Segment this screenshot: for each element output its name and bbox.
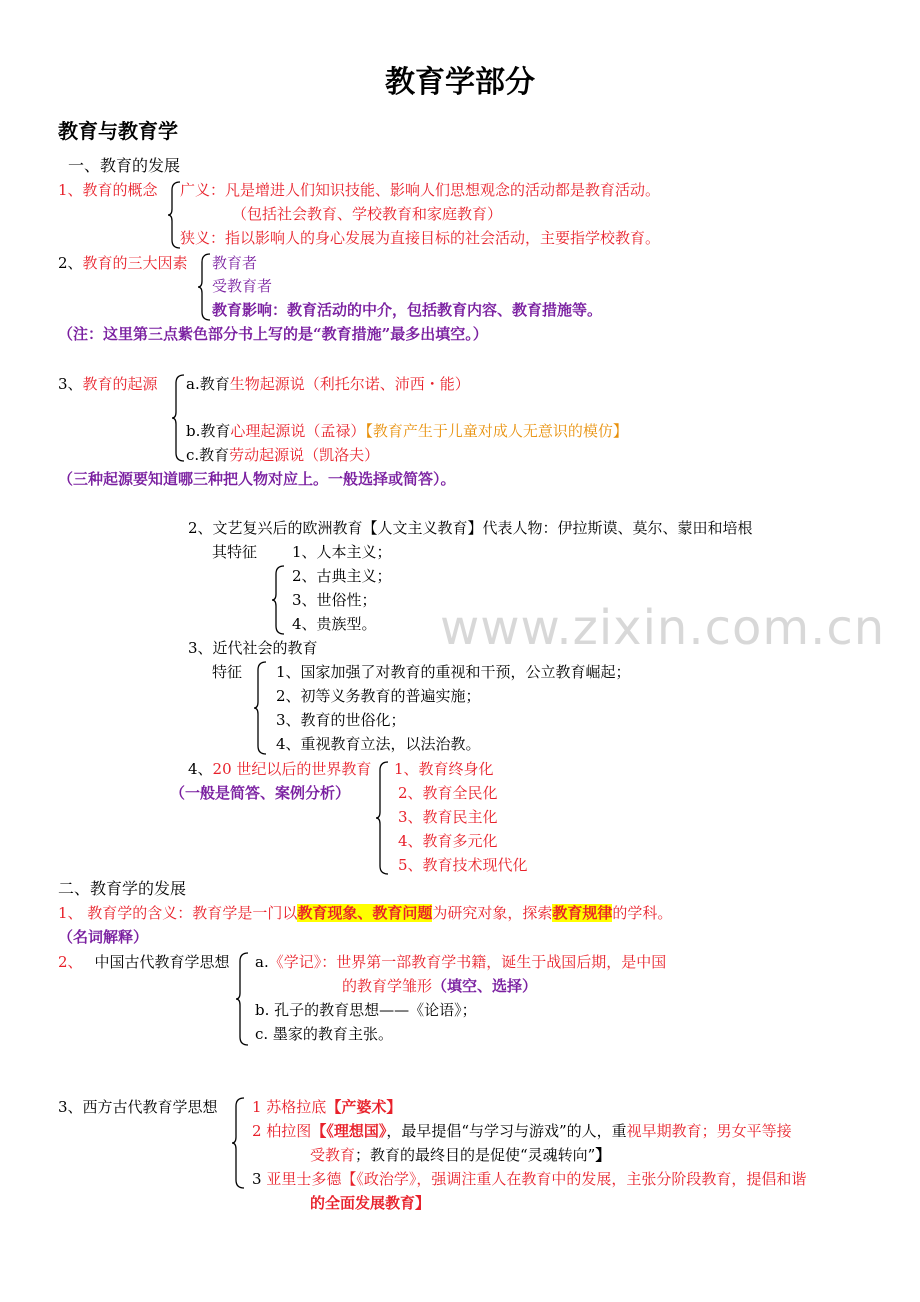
- c20-item-3: 3、教育民主化: [398, 808, 498, 826]
- china-a-cont: [342, 976, 537, 996]
- origin-note: （三种起源要知道哪三种把人物对应上。一般选择或简答）。: [58, 470, 456, 488]
- concept-narrow: 狭义：指以影响人的身心发展为直接目标的社会活动，主要指学校教育。: [180, 229, 661, 247]
- brace-china: [236, 953, 250, 1045]
- renaissance-item-4: 4、贵族型。: [292, 615, 377, 633]
- west-item-2-b: ，最早提倡“与学习与游戏”的人，重: [386, 1122, 627, 1140]
- c20-item-2: 2、教育全民化: [398, 784, 498, 802]
- three-factors-text: 教育的三大因素: [82, 254, 188, 272]
- west-item-2-cont: [310, 1145, 610, 1165]
- west-item-2-e: ；教育的最终目的是促使“灵魂转向”: [355, 1146, 596, 1164]
- west-item-1-note: 【产婆术】: [326, 1098, 402, 1116]
- west-item-3-name: 亚里士多德: [266, 1170, 342, 1188]
- origin-label: [58, 374, 158, 394]
- west-item-3-cont: 的全面发展教育】: [310, 1194, 431, 1212]
- renaissance-line: 2、文艺复兴后的欧洲教育【人文主义教育】代表人物：伊拉斯谟、莫尔、蒙田和培根: [188, 519, 753, 537]
- c20-item-1: 1、教育终身化: [394, 760, 494, 778]
- factor-2: 受教育者: [212, 277, 273, 295]
- origin-num: 3、: [58, 375, 83, 393]
- origin-b-theory: 心理起源说（孟禄）: [230, 422, 366, 440]
- origin-a-prefix: a.教育: [186, 375, 230, 393]
- west-item-3: 3 亚里士多德【《政治学》，强调注重人在教育中的发展，主张分阶段教育，提倡和谐: [252, 1170, 807, 1188]
- renaissance-feature-label: 其特征: [212, 543, 258, 561]
- meaning-highlight-1: 教育现象、教育问题: [297, 904, 433, 922]
- brace-three-factors: [198, 254, 212, 320]
- meaning-part-1: 1、 教育学的含义：教育学是一门以: [58, 904, 298, 922]
- c20-item-5: 5、教育技术现代化: [398, 856, 528, 874]
- origin-a-theory: 生物起源说（利托尔诺、沛西・能）: [229, 375, 470, 393]
- china-a-note: （填空、选择）: [432, 977, 538, 995]
- meaning-note: （名词解释）: [58, 928, 149, 946]
- c20-text: 20 世纪以后的世界教育: [212, 760, 372, 778]
- brace-west: [232, 1098, 246, 1188]
- meaning-line: [58, 903, 672, 923]
- west-item-2-d: 受教育: [310, 1146, 356, 1164]
- c20-label: [188, 759, 371, 779]
- origin-text: 教育的起源: [82, 375, 158, 393]
- west-item-2-a: 【《理想国》: [311, 1122, 387, 1140]
- west-item-2-name: 2 柏拉图: [252, 1122, 312, 1140]
- west-item-1-name: 1 苏格拉底: [252, 1098, 327, 1116]
- west-item-2-f: 】: [595, 1146, 611, 1164]
- brace-modern: [254, 662, 268, 754]
- c20-item-4: 4、教育多元化: [398, 832, 498, 850]
- west-item-2: [252, 1121, 792, 1141]
- west-item-3-a: 【《政治学》，强调注重人在教育中的发展，主张分阶段教育，提倡和谐: [341, 1170, 807, 1188]
- origin-c-prefix: c.教育: [186, 446, 230, 464]
- three-factors-note: （注：这里第三点紫色部分书上写的是“教育措施”最多出填空。）: [58, 325, 488, 343]
- section-heading: 教育与教育学: [58, 119, 178, 143]
- origin-c: [186, 445, 379, 465]
- meaning-part-3: 的学科。: [612, 904, 673, 922]
- modern-item-2: 2、初等义务教育的普遍实施；: [276, 687, 481, 705]
- modern-item-1: 1、国家加强了对教育的重视和干预，公立教育崛起；: [276, 663, 631, 681]
- renaissance-item-1: 1、人本主义；: [292, 543, 392, 561]
- china-c: c. 墨家的教育主张。: [255, 1025, 393, 1043]
- c20-num: 4、: [188, 760, 213, 778]
- origin-b: [186, 421, 628, 441]
- china-a-text-2: 的教育学雏形: [342, 977, 433, 995]
- modern-feature-label: 特征: [212, 663, 243, 681]
- china-b: b. 孔子的教育思想——《论语》；: [255, 1001, 477, 1019]
- origin-c-theory: 劳动起源说（凯洛夫）: [229, 446, 380, 464]
- modern-line: 3、近代社会的教育: [188, 639, 318, 657]
- china-a-prefix: a.: [255, 953, 269, 971]
- concept-label: 1、教育的概念: [58, 181, 158, 199]
- meaning-highlight-2: 教育规律: [552, 904, 613, 922]
- three-factors-num: 2、: [58, 254, 83, 272]
- brace-origin: [172, 375, 186, 461]
- subsection-heading-2: 二、教育学的发展: [58, 879, 187, 898]
- modern-item-4: 4、重视教育立法，以法治教。: [276, 735, 481, 753]
- c20-note: （一般是简答、案例分析）: [170, 784, 351, 802]
- origin-b-prefix: b.教育: [186, 422, 231, 440]
- renaissance-item-3: 3、世俗性；: [292, 591, 377, 609]
- origin-b-note: 【教育产生于儿童对成人无意识的模仿】: [365, 422, 628, 440]
- china-text: 中国古代教育学思想: [94, 953, 230, 971]
- factor-1: 教育者: [212, 254, 258, 272]
- brace-c20: [376, 762, 390, 874]
- subsection-heading-1: 一、教育的发展: [68, 156, 181, 175]
- factor-3: 教育影响：教育活动的中介，包括教育内容、教育措施等。: [212, 301, 603, 319]
- china-num: 2、: [58, 953, 83, 971]
- china-a: [255, 952, 666, 972]
- page-title: 教育学部分: [385, 65, 535, 100]
- west-item-1: [252, 1097, 401, 1117]
- modern-item-3: 3、教育的世俗化；: [276, 711, 406, 729]
- china-a-text: 《学记》：世界第一部教育学书籍，诞生于战国后期，是中国: [268, 953, 667, 971]
- west-label: 3、西方古代教育学思想: [58, 1098, 218, 1116]
- brace-renaissance: [272, 566, 286, 634]
- west-item-2-c: 视早期教育；男女平等接: [626, 1122, 792, 1140]
- three-factors-label: [58, 253, 188, 273]
- concept-broad-note: （包括社会教育、学校教育和家庭教育）: [232, 205, 503, 223]
- origin-a: [186, 374, 470, 394]
- renaissance-item-2: 2、古典主义；: [292, 567, 392, 585]
- watermark: www.zixin.com.cn: [440, 600, 886, 656]
- concept-broad: 广义：凡是增进人们知识技能、影响人们思想观念的活动都是教育活动。: [180, 181, 661, 199]
- china-label: [58, 952, 230, 972]
- meaning-part-2: 为研究对象，探索: [432, 904, 553, 922]
